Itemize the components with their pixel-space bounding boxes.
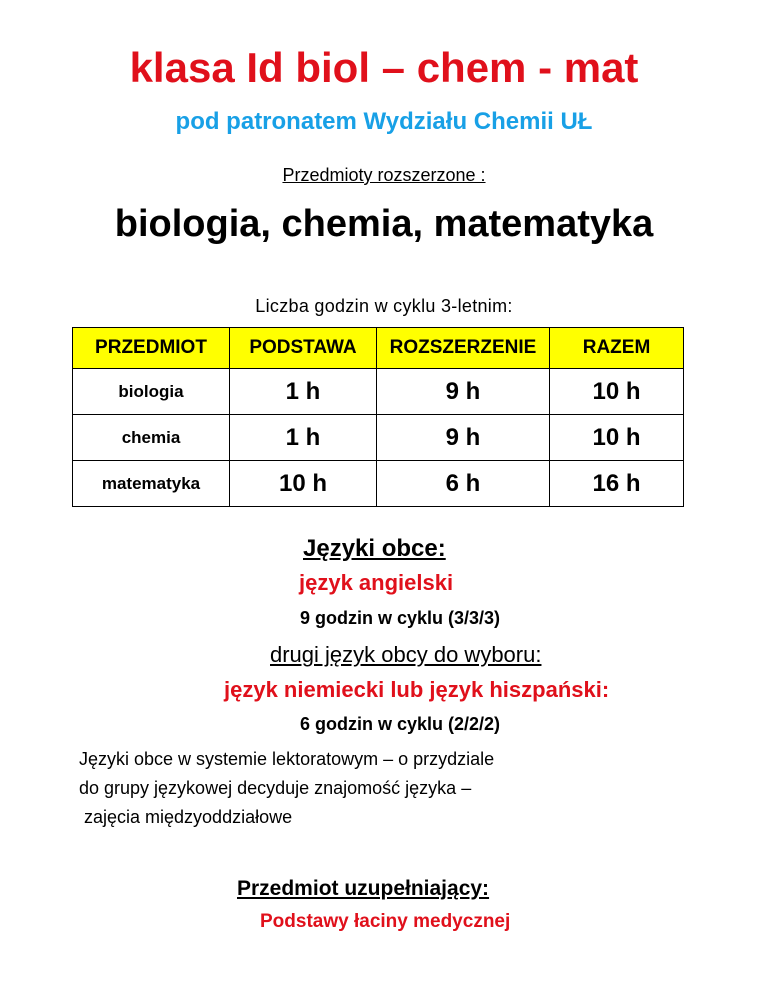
second-language-options: język niemiecki lub język hiszpański: bbox=[224, 677, 610, 702]
languages-note bbox=[79, 745, 494, 832]
languages-heading: Języki obce: bbox=[303, 535, 446, 562]
column-header-base: PODSTAWA bbox=[230, 328, 377, 369]
column-header-extended: ROZSZERZENIE bbox=[377, 328, 550, 369]
note-line: zajęcia międzyoddziałowe bbox=[79, 807, 293, 827]
note-line: do grupy językowej decyduje znajomość języka – bbox=[79, 778, 472, 798]
base-hours-cell: 1 h bbox=[230, 415, 377, 461]
subject-cell: chemia bbox=[73, 415, 230, 461]
complementary-subject: Podstawy łaciny medycznej bbox=[260, 911, 511, 932]
table-row bbox=[73, 369, 684, 415]
subject-cell: biologia bbox=[73, 369, 230, 415]
first-language-hours: 9 godzin w cyklu (3/3/3) bbox=[300, 608, 501, 628]
note-line: Języki obce w systemie lektoratowym – o przydziale bbox=[79, 749, 495, 769]
hours-table-caption: Liczba godzin w cyklu 3-letnim: bbox=[255, 296, 513, 316]
subject-cell: matematyka bbox=[73, 461, 230, 507]
total-hours-cell: 10 h bbox=[550, 369, 684, 415]
total-hours-cell: 16 h bbox=[550, 461, 684, 507]
total-hours-cell: 10 h bbox=[550, 415, 684, 461]
base-hours-cell: 10 h bbox=[230, 461, 377, 507]
extended-subjects-list: biologia, chemia, matematyka bbox=[114, 203, 654, 245]
extended-hours-cell: 6 h bbox=[377, 461, 550, 507]
extended-subjects-label: Przedmioty rozszerzone : bbox=[282, 165, 486, 185]
page-title: klasa Id biol – chem - mat bbox=[129, 44, 639, 91]
extended-hours-cell: 9 h bbox=[377, 415, 550, 461]
table-row bbox=[73, 461, 684, 507]
page-subtitle: pod patronatem Wydziału Chemii UŁ bbox=[175, 108, 593, 135]
hours-table bbox=[72, 327, 684, 507]
first-language: język angielski bbox=[299, 570, 454, 595]
table-header-row bbox=[73, 328, 684, 369]
base-hours-cell: 1 h bbox=[230, 369, 377, 415]
extended-hours-cell: 9 h bbox=[377, 369, 550, 415]
second-language-heading: drugi język obcy do wyboru: bbox=[270, 642, 542, 667]
table-row bbox=[73, 415, 684, 461]
column-header-total: RAZEM bbox=[550, 328, 684, 369]
complementary-subject-heading: Przedmiot uzupełniający: bbox=[237, 877, 490, 900]
column-header-subject: PRZEDMIOT bbox=[73, 328, 230, 369]
second-language-hours: 6 godzin w cyklu (2/2/2) bbox=[300, 714, 501, 734]
